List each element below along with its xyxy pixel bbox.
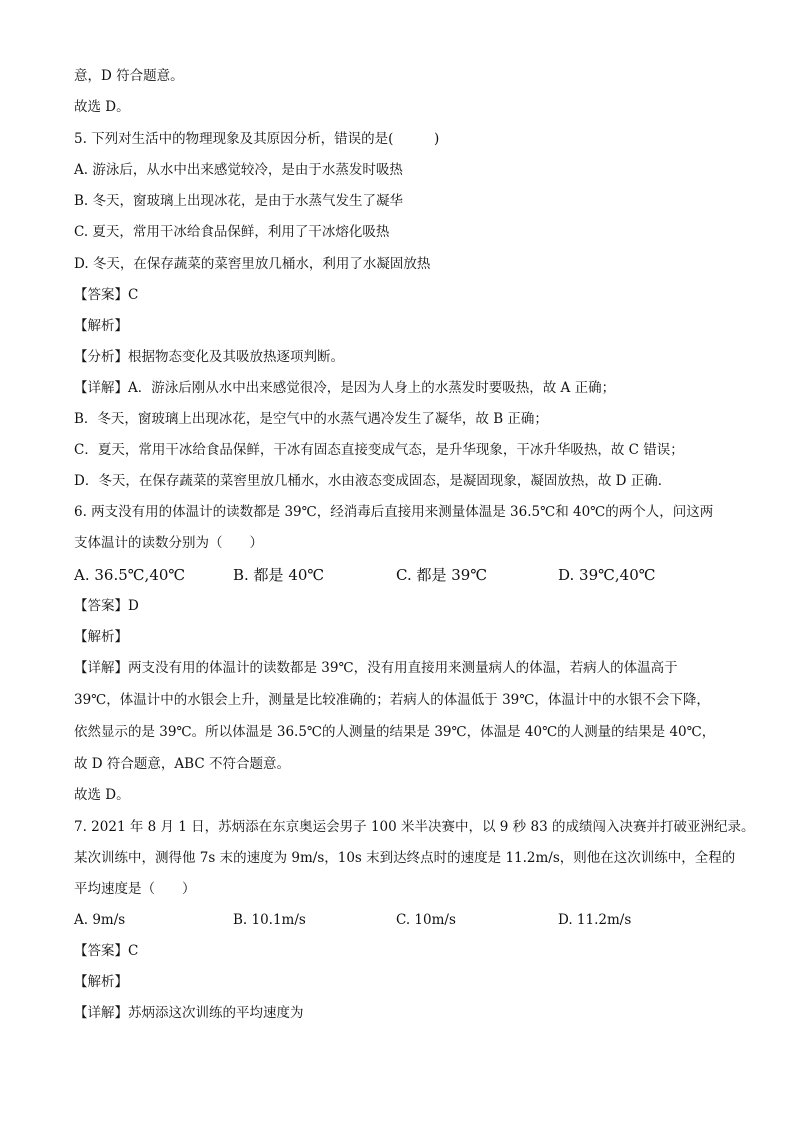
question-6-stem: 6. 两支没有用的体温计的读数都是 39℃，经消毒后直接用来测量体温是 36.5℃和 40℃的两个人，问这两 [74, 504, 714, 520]
question-7-option-d: D. 11.2m/s [558, 912, 632, 928]
question-6-stem: 支体温计的读数分别为（ ） [74, 535, 263, 551]
question-5-option-d: D. 冬天，在保存蔬菜的菜窖里放几桶水，利用了水凝固放热 [74, 256, 431, 272]
question-7-detail-line: 【详解】苏炳添这次训练的平均速度为 [74, 1005, 304, 1021]
question-5-option-b: B. 冬天，窗玻璃上出现冰花，是由于水蒸气发生了凝华 [74, 193, 404, 209]
question-5-detail-line: C．夏天，常用干冰给食品保鲜，干冰有固态直接变成气态，是升华现象，干冰升华吸热，故 C 错误； [74, 442, 684, 458]
question-6-choice: 故选 D。 [74, 787, 130, 803]
question-6-option-b: B. 都是 40℃ [233, 566, 325, 584]
question-7-option-c: C. 10m/s [396, 912, 456, 928]
question-5-answer: 【答案】C [74, 287, 139, 303]
question-7-option-a: A. 9m/s [74, 912, 126, 928]
question-5-fenxi: 【分析】根据物态变化及其吸放热逐项判断。 [74, 349, 344, 365]
text-line: 故选 D。 [74, 99, 130, 115]
question-5-detail-line: 【详解】A．游泳后刚从水中出来感觉很冷，是因为人身上的水蒸发时要吸热，故 A 正确； [74, 380, 616, 396]
question-6-answer: 【答案】D [74, 598, 139, 614]
question-6-analysis-heading: 【解析】 [74, 629, 128, 645]
question-7-stem: 某次训练中，测得他 7s 末的速度为 9m/s，10s 末到达终点时的速度是 11.2m/s，则他在这次训练中，全程的 [74, 850, 736, 866]
question-6-detail-line: 【详解】两支没有用的体温计的读数都是 39℃，没有用直接用来测量病人的体温，若病人的体温高于 [74, 660, 678, 676]
question-6-option-a: A. 36.5℃,40℃ [74, 566, 186, 584]
question-5-detail-line: B．冬天，窗玻璃上出现冰花，是空气中的水蒸气遇冷发生了凝华，故 B 正确； [74, 411, 548, 427]
question-5-option-c: C. 夏天，常用干冰给食品保鲜，利用了干冰熔化吸热 [74, 224, 390, 240]
question-7-answer: 【答案】C [74, 943, 139, 959]
question-6-option-d: D. 39℃,40℃ [558, 566, 656, 584]
question-5-option-a: A. 游泳后，从水中出来感觉较冷，是由于水蒸发时吸热 [74, 162, 403, 178]
question-7-stem: 7. 2021 年 8 月 1 日，苏炳添在东京奥运会男子 100 米半决赛中，以 9 秒 83 的成绩闯入决赛并打破亚洲纪录。 [74, 819, 755, 835]
question-5-analysis-heading: 【解析】 [74, 318, 128, 334]
question-7-analysis-heading: 【解析】 [74, 974, 128, 990]
question-6-option-c: C. 都是 39℃ [396, 566, 488, 584]
question-6-detail-line: 故 D 符合题意，ABC 不符合题意。 [74, 756, 290, 772]
text-line: 意，D 符合题意。 [74, 68, 184, 84]
question-7-option-b: B. 10.1m/s [233, 912, 306, 928]
question-6-detail-line: 依然显示的是 39℃。所以体温是 36.5℃的人测量的结果是 39℃，体温是 40℃的人测量的结果是 40℃， [74, 724, 716, 740]
question-5-stem: 5. 下列对生活中的物理现象及其原因分析，错误的是( ) [74, 131, 440, 147]
question-5-detail-line: D．冬天，在保存蔬菜的菜窖里放几桶水，水由液态变成固态，是凝固现象，凝固放热，故 D 正确． [74, 473, 672, 489]
question-7-stem: 平均速度是（ ） [74, 881, 196, 897]
question-6-detail-line: 39℃，体温计中的水银会上升，测量是比较准确的；若病人的体温低于 39℃，体温计中的水银不会下降， [74, 692, 710, 708]
